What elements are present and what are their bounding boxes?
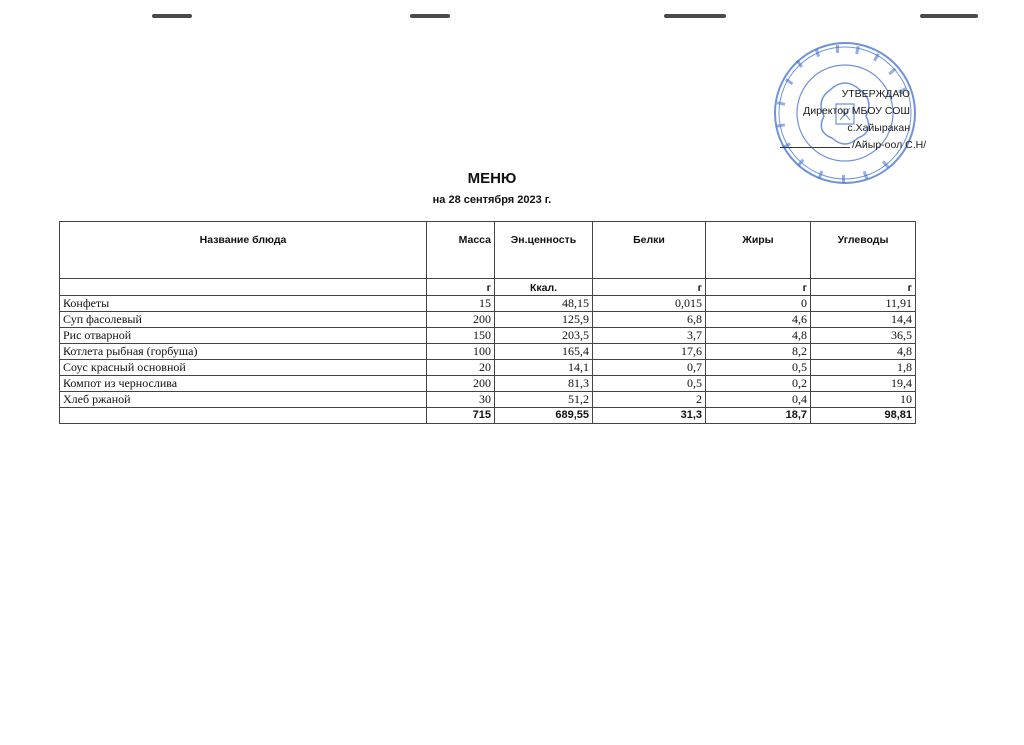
dish-fat: 0 <box>706 296 811 312</box>
page-title: МЕНЮ <box>467 170 517 187</box>
dish-mass: 30 <box>427 392 495 408</box>
unit-dish-name <box>60 279 427 296</box>
dish-energy: 125,9 <box>495 312 593 328</box>
dish-protein: 3,7 <box>593 328 706 344</box>
table-row <box>60 296 916 312</box>
approval-signature <box>780 137 927 154</box>
dish-fat: 4,6 <box>706 312 811 328</box>
signature-line <box>780 147 850 148</box>
dish-fat: 8,2 <box>706 344 811 360</box>
page-date: на 28 сентября 2023 г. <box>432 194 552 206</box>
approval-position: Директор МБОУ СОШ <box>803 105 910 117</box>
header-fat: Жиры <box>706 222 811 279</box>
dish-carbs: 19,4 <box>811 376 916 392</box>
table-row <box>60 312 916 328</box>
table-row <box>60 328 916 344</box>
unit-mass: г <box>427 279 495 296</box>
dish-protein: 0,5 <box>593 376 706 392</box>
header-dish-name: Название блюда <box>60 222 427 279</box>
dish-fat: 0,5 <box>706 360 811 376</box>
dish-name: Соус красный основной <box>60 360 427 376</box>
header-protein: Белки <box>593 222 706 279</box>
dish-name: Хлеб ржаной <box>60 392 427 408</box>
scan-mark <box>920 14 978 18</box>
dish-protein: 0,7 <box>593 360 706 376</box>
dish-name: Конфеты <box>60 296 427 312</box>
unit-energy: Ккал. <box>495 279 593 296</box>
dish-fat: 0,4 <box>706 392 811 408</box>
header-mass: Масса <box>427 222 495 279</box>
dish-name: Рис отварной <box>60 328 427 344</box>
header-carbs: Углеводы <box>811 222 916 279</box>
menu-table <box>59 221 916 424</box>
dish-carbs: 11,91 <box>811 296 916 312</box>
total-carbs: 98,81 <box>811 408 916 424</box>
table-units-row <box>60 279 916 296</box>
scan-mark <box>410 14 450 18</box>
total-fat: 18,7 <box>706 408 811 424</box>
dish-carbs: 1,8 <box>811 360 916 376</box>
dish-energy: 165,4 <box>495 344 593 360</box>
totals-label-cell <box>60 408 427 424</box>
dish-mass: 100 <box>427 344 495 360</box>
table-header-row <box>60 222 916 279</box>
dish-protein: 17,6 <box>593 344 706 360</box>
unit-fat: г <box>706 279 811 296</box>
dish-energy: 14,1 <box>495 360 593 376</box>
total-energy: 689,55 <box>495 408 593 424</box>
scan-mark <box>152 14 192 18</box>
table-row <box>60 360 916 376</box>
approval-block <box>780 86 927 154</box>
dish-carbs: 14,4 <box>811 312 916 328</box>
unit-protein: г <box>593 279 706 296</box>
dish-protein: 6,8 <box>593 312 706 328</box>
approval-location: с.Хайыракан <box>847 122 910 134</box>
dish-fat: 0,2 <box>706 376 811 392</box>
dish-fat: 4,8 <box>706 328 811 344</box>
unit-carbs: г <box>811 279 916 296</box>
dish-carbs: 36,5 <box>811 328 916 344</box>
approval-heading: УТВЕРЖДАЮ <box>841 88 910 100</box>
dish-energy: 203,5 <box>495 328 593 344</box>
dish-energy: 81,3 <box>495 376 593 392</box>
dish-mass: 150 <box>427 328 495 344</box>
dish-name: Суп фасолевый <box>60 312 427 328</box>
dish-mass: 20 <box>427 360 495 376</box>
dish-mass: 200 <box>427 312 495 328</box>
scan-mark <box>664 14 726 18</box>
total-protein: 31,3 <box>593 408 706 424</box>
dish-energy: 51,2 <box>495 392 593 408</box>
table-row <box>60 344 916 360</box>
totals-row <box>60 408 916 424</box>
dish-name: Котлета рыбная (горбуша) <box>60 344 427 360</box>
dish-carbs: 4,8 <box>811 344 916 360</box>
table-row <box>60 392 916 408</box>
dish-protein: 0,015 <box>593 296 706 312</box>
header-energy: Эн.ценность <box>495 222 593 279</box>
dish-mass: 200 <box>427 376 495 392</box>
approval-signatory: /Айыр-оол С.Н/ <box>852 139 927 151</box>
dish-carbs: 10 <box>811 392 916 408</box>
dish-name: Компот из чернослива <box>60 376 427 392</box>
table-row <box>60 376 916 392</box>
dish-energy: 48,15 <box>495 296 593 312</box>
total-mass: 715 <box>427 408 495 424</box>
dish-protein: 2 <box>593 392 706 408</box>
dish-mass: 15 <box>427 296 495 312</box>
